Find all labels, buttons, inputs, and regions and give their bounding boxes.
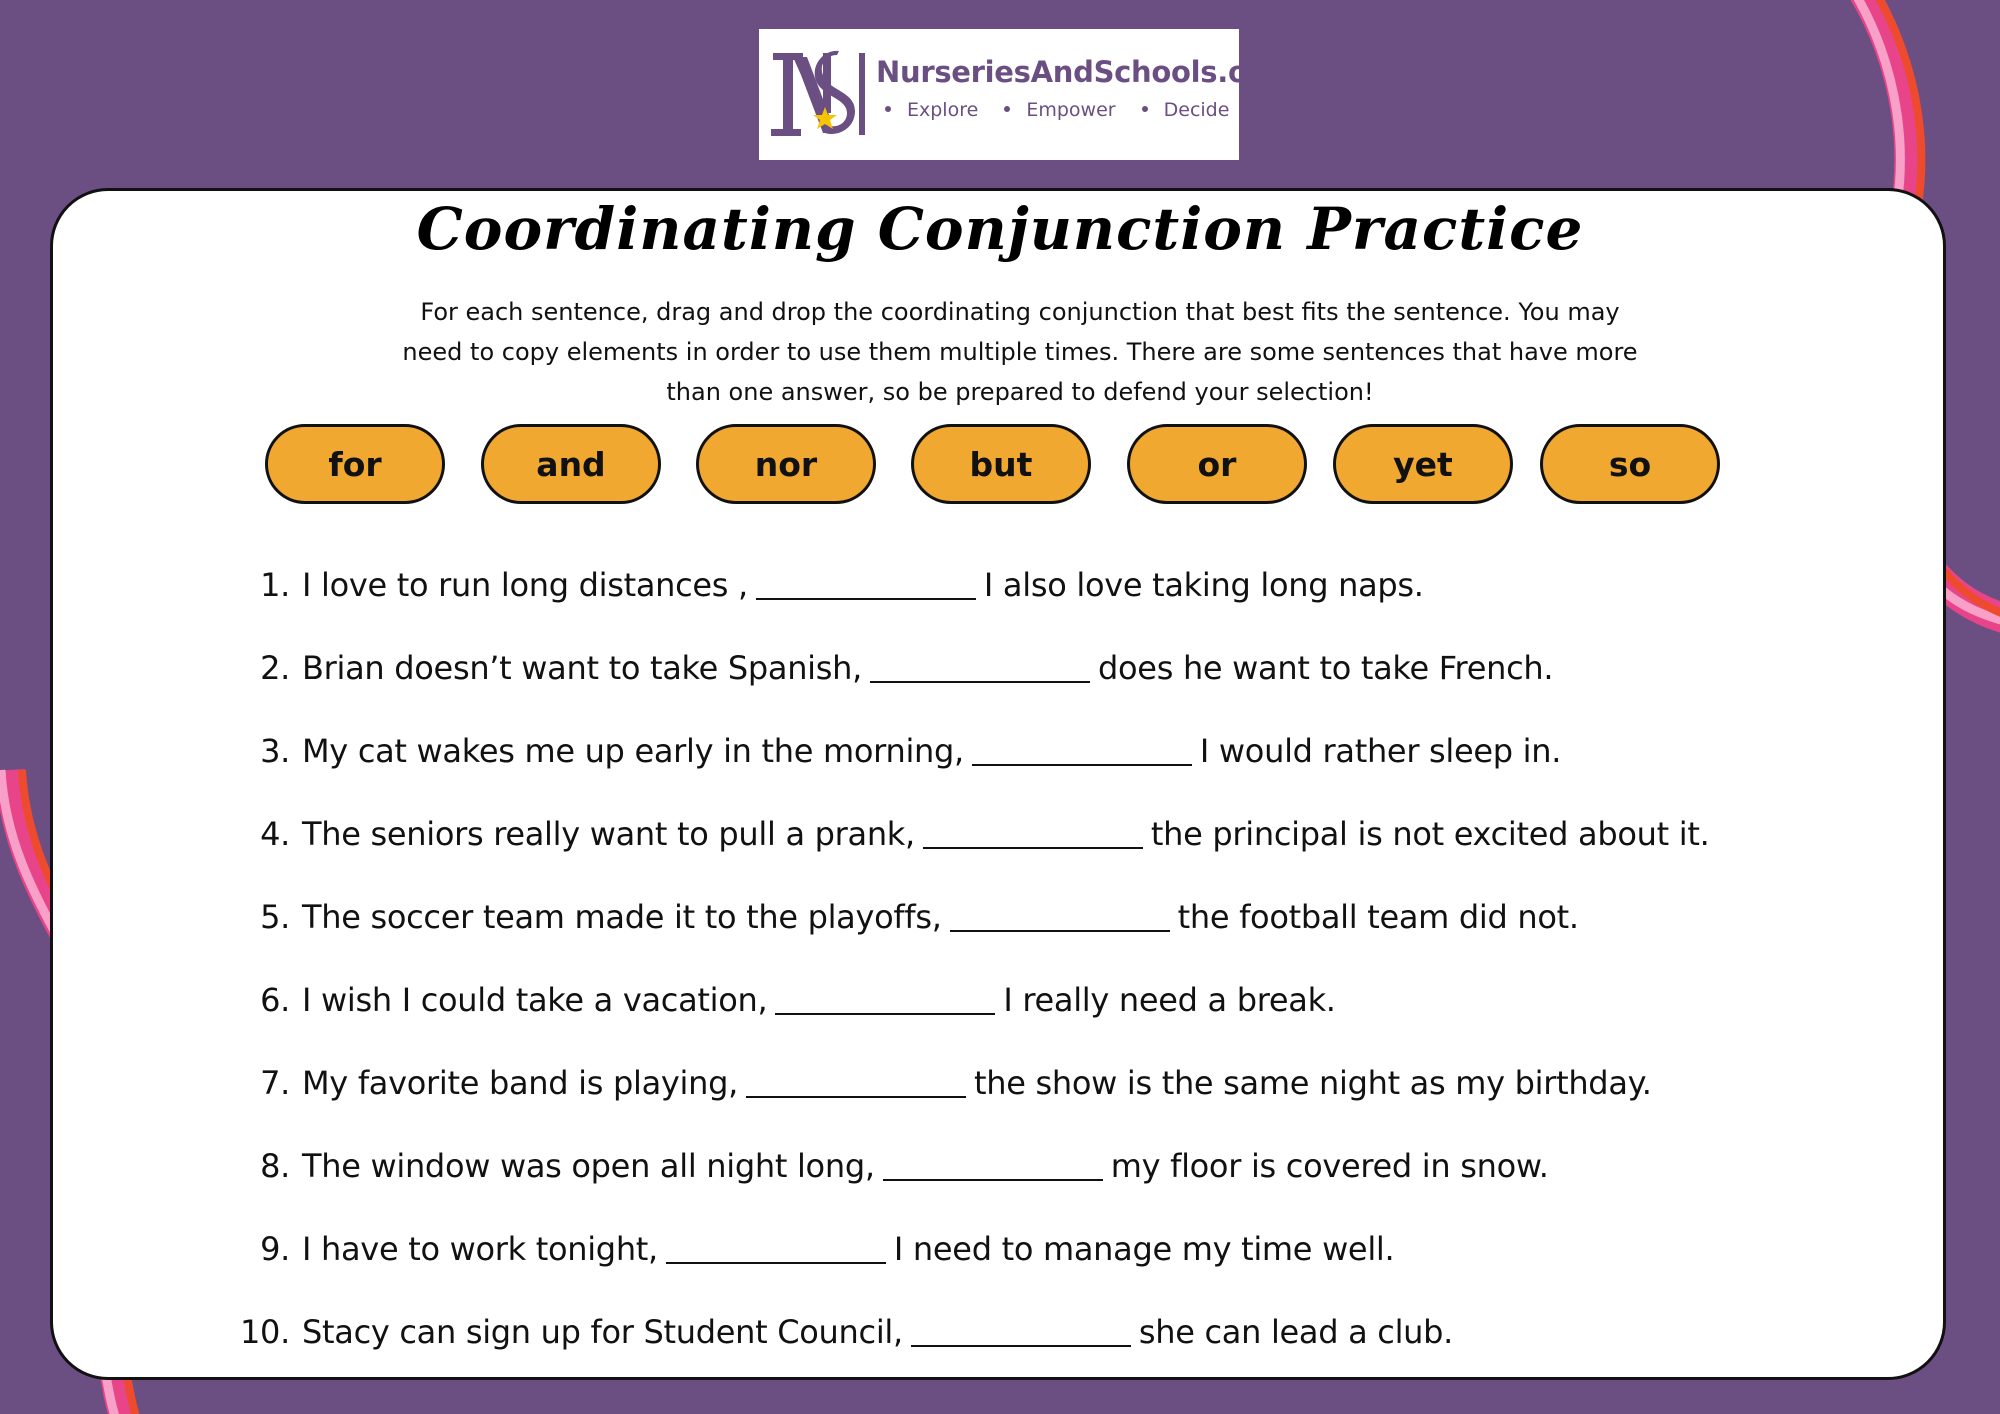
sentence-after: I would rather sleep in. [1199,732,1562,770]
sentence-number: 4. [260,815,290,853]
sentence-1 [240,562,1424,612]
answer-blank[interactable] [756,566,976,600]
sentence-number: 10. [240,1313,290,1351]
answer-blank[interactable] [972,732,1192,766]
sentence-after: my floor is covered in snow. [1110,1147,1549,1185]
bullet-icon [1142,106,1148,112]
sentence-3 [240,728,1561,778]
sentence-before: My cat wakes me up early in the morning, [302,732,964,770]
answer-blank[interactable] [666,1230,886,1264]
sentence-4 [240,811,1709,861]
sentence-after: I really need a break. [1003,981,1336,1019]
brand-logo [759,29,1283,160]
instructions [380,292,1660,412]
sentence-number: 9. [260,1230,290,1268]
sentence-after: the principal is not excited about it. [1150,815,1710,853]
sentence-number: 2. [260,649,290,687]
sentence-number: 1. [260,566,290,604]
answer-blank[interactable] [775,981,995,1015]
bullet-icon [1004,106,1010,112]
sentence-before: The seniors really want to pull a prank, [302,815,915,853]
bullet-icon [885,106,891,112]
sentence-before: I wish I could take a vacation, [302,981,768,1019]
sentence-after: she can lead a club. [1138,1313,1454,1351]
sentence-after: I also love taking long naps. [983,566,1424,604]
brand-taglines [885,99,1235,121]
sentence-5 [240,894,1579,944]
sentence-number: 3. [260,732,290,770]
tagline-empower: Empower [1026,99,1116,121]
sentence-before: The soccer team made it to the playoffs, [302,898,942,936]
sentence-number: 5. [260,898,290,936]
instructions-line: than one answer, so be prepared to defend your selection! [666,378,1374,406]
worksheet-title: Coordinating Conjunction Practice [416,195,1584,263]
answer-blank[interactable] [883,1147,1103,1181]
sentence-before: I love to run long distances , [302,566,748,604]
sentence-number: 6. [260,981,290,1019]
sentence-before: Brian doesn’t want to take Spanish, [302,649,863,687]
answer-blank[interactable] [923,815,1143,849]
answer-blank[interactable] [746,1064,966,1098]
brand-name: NurseriesAndSchools.org [876,55,1283,89]
sentence-9 [240,1226,1394,1276]
sentence-8 [240,1143,1549,1193]
tagline-explore: Explore [907,99,979,121]
tagline-decide: Decide [1163,99,1230,121]
answer-blank[interactable] [950,898,1170,932]
sentence-before: Stacy can sign up for Student Council, [302,1313,903,1351]
sentence-number: 8. [260,1147,290,1185]
instructions-line: need to copy elements in order to use them multiple times. There are some sentences that have more [402,338,1638,366]
sentence-after: does he want to take French. [1098,649,1554,687]
sentence-before: I have to work tonight, [302,1230,658,1268]
sentence-7 [240,1060,1652,1110]
sentence-after: the football team did not. [1177,898,1579,936]
sentence-2 [240,645,1553,695]
sentence-after: I need to manage my time well. [893,1230,1395,1268]
conjunction-pill-and[interactable]: and [481,424,661,504]
sentence-10 [240,1309,1453,1359]
sentence-before: My favorite band is playing, [302,1064,738,1102]
conjunction-pill-for[interactable]: for [265,424,445,504]
sentence-number: 7. [260,1064,290,1102]
instructions-line: For each sentence, drag and drop the coordinating conjunction that best fits the sentence. You may [420,298,1620,326]
conjunction-pill-so[interactable]: so [1540,424,1720,504]
sentence-after: the show is the same night as my birthday. [974,1064,1652,1102]
sentence-6 [240,977,1336,1027]
conjunction-pill-yet[interactable]: yet [1333,424,1513,504]
conjunction-pill-or[interactable]: or [1127,424,1307,504]
sentence-before: The window was open all night long, [302,1147,875,1185]
conjunction-pill-nor[interactable]: nor [696,424,876,504]
answer-blank[interactable] [911,1313,1131,1347]
conjunction-pill-but[interactable]: but [911,424,1091,504]
ns-logo-icon [767,45,872,145]
answer-blank[interactable] [870,649,1090,683]
